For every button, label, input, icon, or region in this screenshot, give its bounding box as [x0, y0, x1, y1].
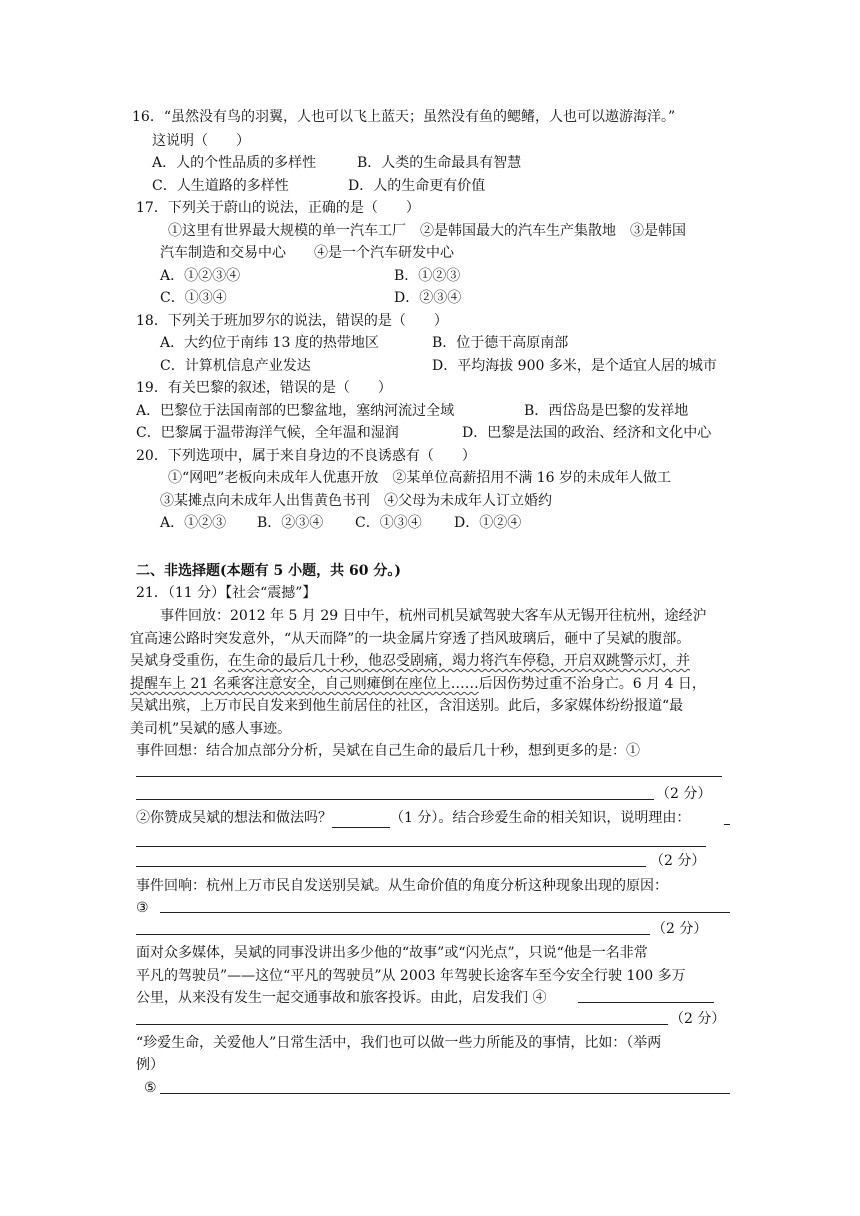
q21-last-prompt-1: “珍爱生命，关爱他人”日常生活中，我们也可以做一些力所能及的事情，比如：（举两 [136, 1035, 662, 1051]
q18-stem: 18．下列关于班加罗尔的说法，错误的是（ ） [136, 313, 448, 329]
q21-media-line-1: 面对众多媒体，吴斌的同事没讲出多少他的“故事”或“闪光点”，只说“他是一名非常 [136, 945, 648, 961]
q18-option-a: A．大约位于南纬 13 度的热带地区 [160, 335, 379, 351]
answer-line-8[interactable] [578, 1002, 714, 1003]
q16-option-b: B．人类的生命最具有智慧 [357, 155, 522, 171]
section-2-title: 二、非选择题(本题有 5 小题，共 60 分。) [136, 563, 401, 579]
q19-option-d: D．巴黎是法国的政治、经济和文化中心 [462, 425, 712, 441]
q17-items-2: 汽车制造和交易中心 ④是一个汽车研发中心 [160, 245, 454, 261]
q21-paragraph-line-6: 美司机”吴斌的感人事迹。 [130, 721, 292, 737]
q21-paragraph-line-2: 宜高速公路时突发意外，“从天而降”的一块金属片穿透了挡风玻璃后，砸中了吴斌的腹部。 [130, 631, 691, 647]
q16-option-d: D．人的生命更有价值 [348, 178, 486, 194]
q21-media-line-3: 公里，从来没有发生一起交通事故和旅客投诉。由此，启发我们 ④ [136, 990, 547, 1006]
q17-items-1: ①这里有世界最大规模的单一汽车工厂 ②是韩国最大的汽车生产集散地 ③是韩国 [168, 223, 686, 239]
score-label-2: （2 分） [650, 853, 706, 869]
q19-option-a: A．巴黎位于法国南部的巴黎盆地，塞纳河流过全域 [136, 403, 455, 419]
q21-paragraph-line-3 [130, 651, 690, 671]
q18-option-b: B．位于德干高原南部 [432, 335, 569, 351]
q16-stem: 16．“虽然没有鸟的羽翼，人也可以飞上蓝天；虽然没有鱼的鳃鳍，人也可以遨游海洋。” [132, 109, 676, 125]
q21-heading: 21．（11 分）【社会“震撼”】 [136, 585, 317, 601]
answer-line-6[interactable] [160, 912, 730, 913]
q17-option-a: A．①②③④ [160, 268, 241, 284]
q20-items-2: ③某摊点向未成年人出售黄色书刊 ④父母为未成年人订立婚约 [160, 493, 552, 509]
q21-media-line-2: 平凡的驾驶员”——这位“平凡的驾驶员”从 2003 年驾驶长途客车至今安全行驶 100 多万 [136, 968, 686, 984]
score-label-3: （2 分） [652, 921, 708, 937]
q21-number-3: ③ [136, 900, 149, 916]
q21-recall-prompt: 事件回想：结合加点部分分析，吴斌在自己生命的最后几十秒，想到更多的是：① [136, 743, 640, 759]
q19-stem: 19．有关巴黎的叙述，错误的是（ ） [136, 380, 392, 396]
q20-option-a: A．①②③ [160, 515, 227, 531]
q17-stem: 17．下列关于蔚山的说法，正确的是（ ） [136, 200, 420, 216]
q20-items-1: ①“网吧”老板向未成年人优惠开放 ②某单位高薪招用不满 16 岁的未成年人做工 [168, 470, 672, 486]
q21-agree-blank[interactable] [332, 811, 390, 828]
q21-last-prompt-2: 例） [136, 1057, 164, 1073]
q20-option-b: B．②③④ [257, 515, 324, 531]
q21-question-2 [136, 808, 690, 828]
q21-paragraph-line-3a: 吴斌身受重伤， [130, 653, 228, 669]
q17-option-d: D．②③④ [394, 290, 462, 306]
q16-option-a: A．人的个性品质的多样性 [152, 155, 317, 171]
q21-question-2a: ②你赞成吴斌的想法和做法吗？ [136, 810, 332, 826]
q16-option-c: C．人生道路的多样性 [152, 178, 289, 194]
answer-line-1[interactable] [136, 776, 722, 777]
q21-emphasis-line-3: 在生命的最后几十秒，他忍受剧痛，竭力将汽车停稳，开启双跳警示灯，并 [228, 653, 690, 669]
q17-option-b: B．①②③ [394, 268, 461, 284]
q21-paragraph-line-4 [130, 674, 706, 694]
q16-stem-2: 这说明（ ） [152, 133, 250, 149]
q21-paragraph-line-5: 吴斌出殡，上万市民自发来到他生前居住的社区，含泪送别。此后，多家媒体纷纷报道“最 [130, 698, 684, 714]
answer-line-5[interactable] [136, 866, 646, 867]
answer-line-10[interactable] [160, 1093, 730, 1094]
q18-option-c: C．计算机信息产业发达 [160, 358, 311, 374]
q21-paragraph-line-4b: 后因伤势过重不治身亡。6 月 4 日， [478, 676, 706, 692]
q19-option-c: C．巴黎属于温带海洋气候，全年温和湿润 [136, 425, 399, 441]
q18-option-d: D．平均海拔 900 多米，是个适宜人居的城市 [432, 358, 717, 374]
answer-line-7[interactable] [136, 934, 650, 935]
answer-line-9[interactable] [136, 1024, 668, 1025]
q21-emphasis-line-4: 提醒车上 21 名乘客注意安全，自己则瘫倒在座位上…… [130, 676, 479, 692]
q20-stem: 20．下列选项中，属于来自身边的不良诱惑有（ ） [136, 448, 476, 464]
answer-line-4[interactable] [136, 846, 706, 847]
q20-option-d: D．①②④ [454, 515, 522, 531]
q20-option-c: C．①③④ [355, 515, 422, 531]
answer-line-2[interactable] [136, 799, 654, 800]
q21-question-2b: （1 分）。结合珍爱生命的相关知识，说明理由： [390, 810, 691, 826]
q19-option-b: B．西岱岛是巴黎的发祥地 [524, 403, 689, 419]
q21-number-5: ⑤ [144, 1080, 157, 1096]
score-label-4: （2 分） [670, 1011, 726, 1027]
q21-paragraph-line-1: 事件回放：2012 年 5 月 29 日中午，杭州司机吴斌驾驶大客车从无锡开往杭州，途经沪 [160, 608, 707, 624]
answer-line-3-tail[interactable] [724, 824, 730, 825]
q17-option-c: C．①③④ [160, 290, 227, 306]
q21-echo-prompt: 事件回响：杭州上万市民自发送别吴斌。从生命价值的角度分析这种现象出现的原因： [136, 878, 668, 894]
score-label-1: （2 分） [656, 786, 712, 802]
